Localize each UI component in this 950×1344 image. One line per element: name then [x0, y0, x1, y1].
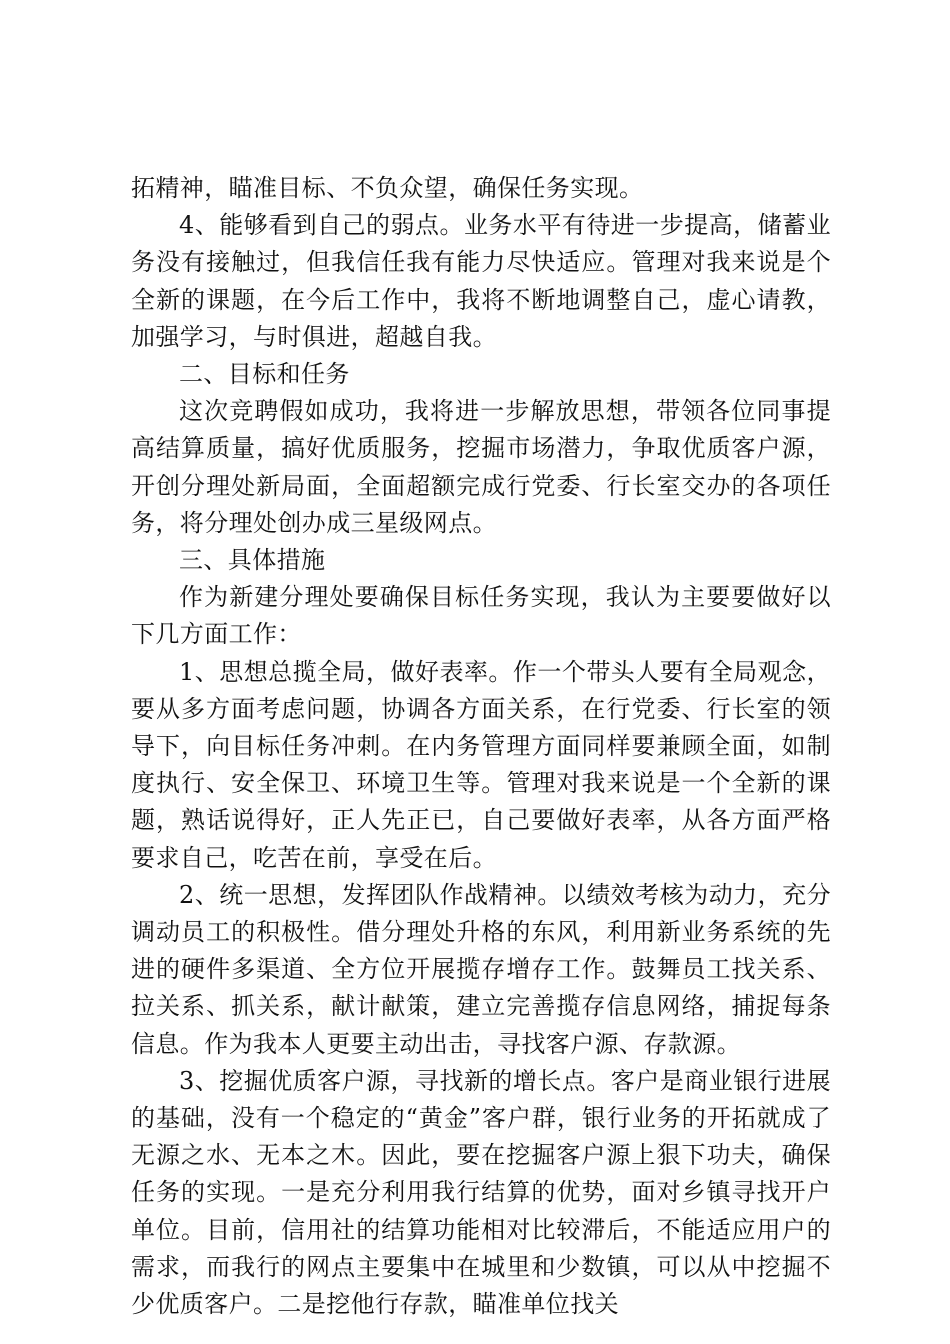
paragraph-weakness: 4、能够看到自己的弱点。业务水平有待进一步提高，储蓄业务没有接触过，但我信任我有能力尽快适应。管理对我来说是个全新的课题，在今后工作中，我将不断地调整自己，虚心请教，加强学习，与时俱进，超越自我。: [131, 211, 831, 351]
paragraph-measure-2: 2、统一思想，发挥团队作战精神。以绩效考核为动力，充分调动员工的积极性。借分理处升格的东风，利用新业务系统的先进的硬件多渠道、全方位开展揽存增存工作。鼓舞员工找关系、拉关系、抓关系，献计献策，建立完善揽存信息网络，捕捉每条信息。作为我本人更要主动出击，寻找客户源、存款源。: [131, 880, 831, 1058]
document-body: [131, 170, 831, 1323]
paragraph-measure-3: 3、挖掘优质客户源，寻找新的增长点。客户是商业银行进展的基础，没有一个稳定的“黄金”客户群，银行业务的开拓就成了无源之水、无本之木。因此，要在挖掘客户源上狠下功夫，确保任务的实现。一是充分利用我行结算的优势，面对乡镇寻找开户单位。目前，信用社的结算功能相对比较滞后，不能适应用户的需求，而我行的网点主要集中在城里和少数镇，可以从中挖掘不少优质客户。二是挖他行存款，瞄准单位找关: [131, 1066, 831, 1319]
paragraph-measure-1: 1、思想总揽全局，做好表率。作一个带头人要有全局观念，要从多方面考虑问题，协调各方面关系，在行党委、行长室的领导下，向目标任务冲刺。在内务管理方面同样要兼顾全面，如制度执行、安全保卫、环境卫生等。管理对我来说是一个全新的课题，熟话说得好，正人先正已，自己要做好表率，从各方面严格要求自己，吃苦在前，享受在后。: [131, 657, 831, 872]
paragraph-goals: 这次竞聘假如成功，我将进一步解放思想，带领各位同事提高结算质量，搞好优质服务，挖掘市场潜力，争取优质客户源，开创分理处新局面，全面超额完成行党委、行长室交办的各项任务，将分理处创办成三星级网点。: [131, 397, 831, 537]
section-heading-goals: 二、目标和任务: [179, 360, 350, 389]
paragraph-measures-intro: 作为新建分理处要确保目标任务实现，我认为主要要做好以下几方面工作：: [131, 583, 831, 649]
paragraph-continuation: 拓精神，瞄准目标、不负众望，确保任务实现。: [131, 174, 644, 202]
section-heading-measures: 三、具体措施: [179, 546, 326, 575]
